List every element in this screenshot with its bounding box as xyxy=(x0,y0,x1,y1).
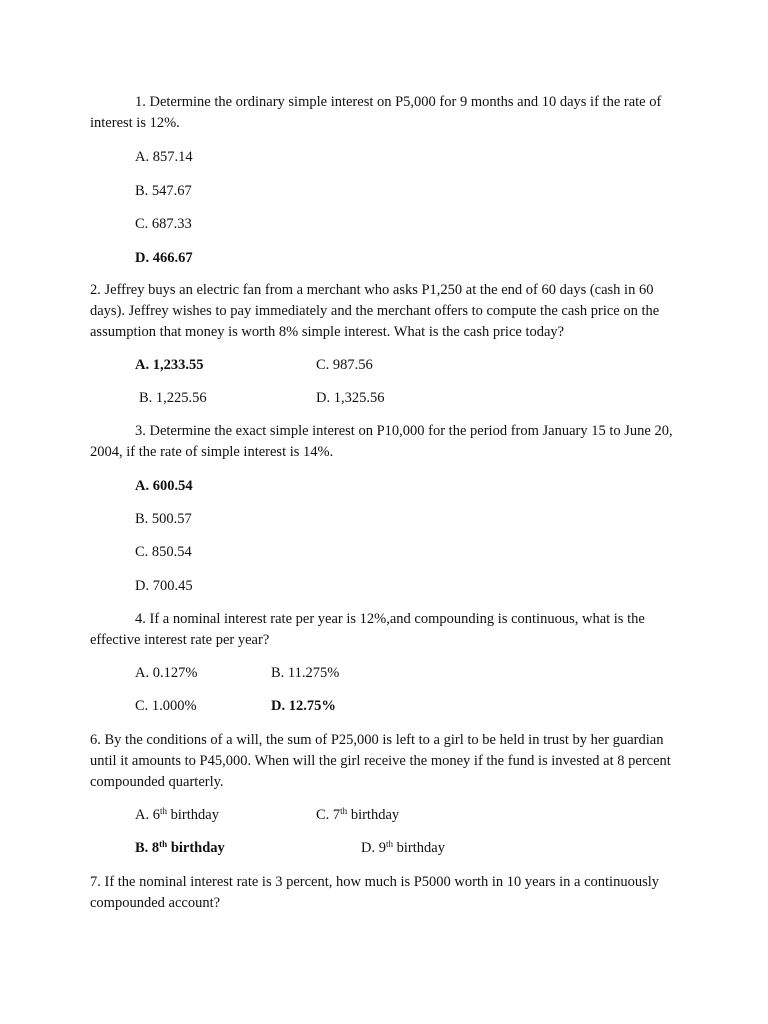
q2-option-b: B. 1,225.56 xyxy=(139,390,207,406)
question-3-text: 3. Determine the exact simple interest on P10,000 for the period from January 15 to June 20, 2004, if the rate of simple interest is 14%. xyxy=(90,423,673,460)
question-2-text: 2. Jeffrey buys an electric fan from a merchant who asks P1,250 at the end of 60 days (cash in 60 days). Jeffrey wishes to pay immediately and the merchant offers to compute the cash price on the assumption that money is worth 8% simple interest. What is the cash price today? xyxy=(90,282,660,340)
q6-option-a: A. 6th birthday xyxy=(135,806,219,823)
question-1-text: 1. Determine the ordinary simple interest on P5,000 for 9 months and 10 days if the rate of interest is 12%. xyxy=(90,94,662,131)
q3-option-c: C. 850.54 xyxy=(135,544,192,560)
q1-option-d-answer: D. 466.67 xyxy=(135,250,193,266)
q4-option-a: A. 0.127% xyxy=(135,665,198,681)
q3-option-d: D. 700.45 xyxy=(135,578,193,594)
q3-option-a-answer: A. 600.54 xyxy=(135,478,193,494)
q1-option-b: B. 547.67 xyxy=(135,183,192,199)
q6-option-d: D. 9th birthday xyxy=(361,839,445,856)
q1-option-c: C. 687.33 xyxy=(135,216,192,232)
q6-option-c: C. 7th birthday xyxy=(316,806,400,823)
q1-option-a: A. 857.14 xyxy=(135,149,193,165)
q6-option-b-answer: B. 8th birthday xyxy=(135,839,225,856)
q4-option-c: C. 1.000% xyxy=(135,698,197,714)
q3-option-b: B. 500.57 xyxy=(135,511,192,527)
q2-option-d: D. 1,325.56 xyxy=(316,390,385,406)
question-6-text: 6. By the conditions of a will, the sum of P25,000 is left to a girl to be held in trust by her guardian until it amounts to P45,000. When will the girl receive the money if the fund is invested at 8 percent compounded quarterly. xyxy=(90,732,671,790)
q2-option-c: C. 987.56 xyxy=(316,357,373,373)
question-7-text: 7. If the nominal interest rate is 3 percent, how much is P5000 worth in 10 years in a continuously compounded account? xyxy=(90,874,660,911)
q4-option-d-answer: D. 12.75% xyxy=(271,698,336,714)
q4-option-b: B. 11.275% xyxy=(271,665,340,681)
question-4-text: 4. If a nominal interest rate per year is 12%,and compounding is continuous, what is the effective interest rate per year? xyxy=(90,611,645,648)
q2-option-a-answer: A. 1,233.55 xyxy=(135,357,204,373)
